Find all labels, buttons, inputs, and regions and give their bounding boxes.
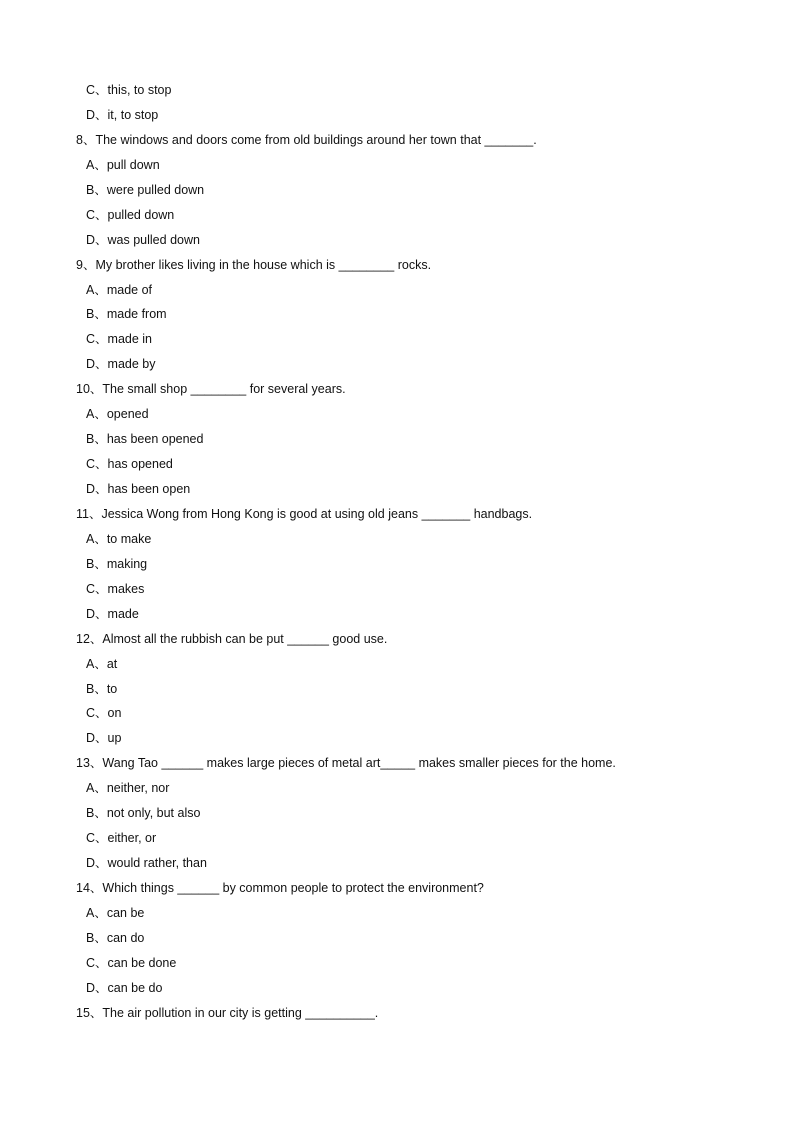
answer-option: D、up [86,731,122,746]
answer-option: B、not only, but also [86,806,201,821]
question-stem: 10、The small shop ________ for several years. [76,382,346,397]
answer-option: A、opened [86,407,149,422]
answer-option: B、can do [86,930,145,945]
answer-option: B、making [86,556,148,571]
question-stem: 8、The windows and doors come from old buildings around her town that _______. [76,132,537,147]
answer-option: A、pull down [86,157,160,172]
question-stem: 14、Which things ______ by common people to protect the environment? [76,881,484,895]
answer-option: C、either, or [86,831,157,846]
answer-option: D、made by [86,357,156,372]
question-stem: 15、The air pollution in our city is getting __________. [76,1005,379,1020]
answer-option: C、makes [86,581,145,596]
answer-option: D、made [86,606,139,621]
answer-option: A、to make [86,531,152,546]
answer-option: B、made from [86,307,167,322]
answer-option: D、can be do [86,980,163,995]
answer-option: C、can be done [86,955,177,970]
answer-option: A、can be [86,905,145,920]
question-stem: 12、Almost all the rubbish can be put ______ good use. [76,631,388,646]
answer-option: C、this, to stop [86,83,172,97]
answer-option: C、pulled down [86,207,175,222]
answer-option: C、has opened [86,457,173,472]
answer-option: B、were pulled down [86,182,205,197]
answer-option: D、was pulled down [86,232,200,247]
answer-option: D、would rather, than [86,856,207,871]
question-stem: 13、Wang Tao ______ makes large pieces of metal art_____ makes smaller pieces for the home. [76,756,616,771]
answer-option: B、to [86,681,118,696]
answer-option: A、at [86,656,118,671]
answer-option: D、it, to stop [86,107,159,122]
question-list [0,78,794,1026]
answer-option: B、has been opened [86,432,204,447]
answer-option: D、has been open [86,482,191,496]
answer-option: A、made of [86,282,153,297]
question-stem: 9、My brother likes living in the house which is ________ rocks. [76,257,432,272]
answer-option: C、on [86,706,122,721]
answer-option: A、neither, nor [86,781,170,796]
answer-option: C、made in [86,332,152,347]
question-stem: 11、Jessica Wong from Hong Kong is good at using old jeans _______ handbags. [76,506,533,521]
